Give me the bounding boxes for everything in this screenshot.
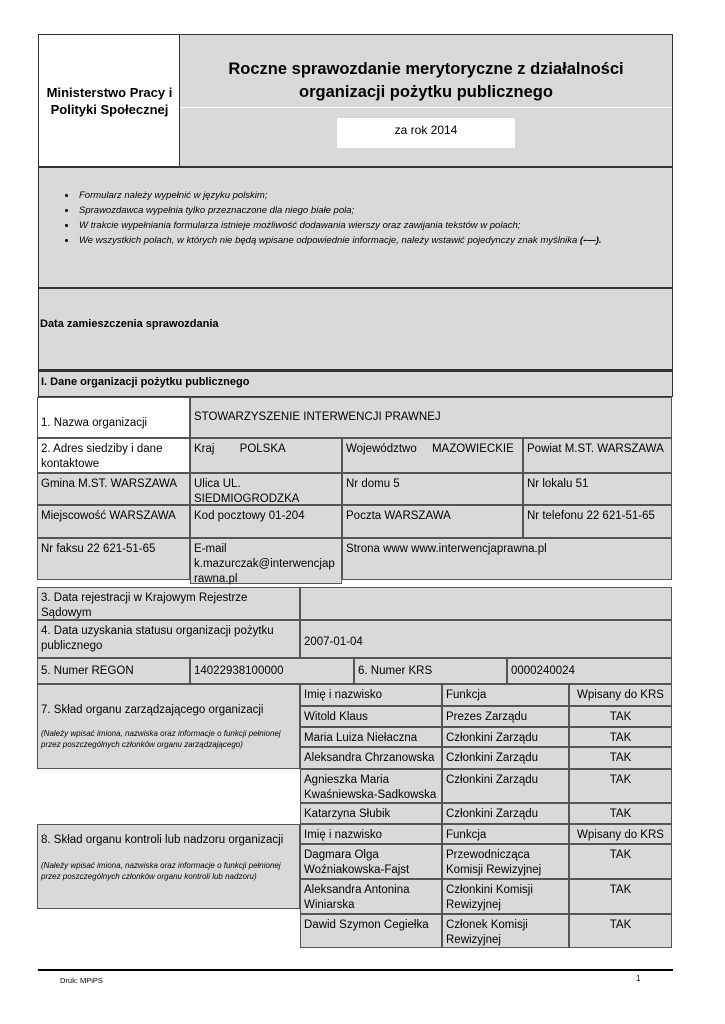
supervisory-member-function[interactable]: Członkini Komisji Rewizyjnej — [442, 879, 569, 914]
krs-label: 6. Numer KRS — [354, 658, 507, 684]
supervisory-member-name[interactable]: Dawid Szymon Cegiełka — [300, 914, 442, 948]
supervisory-member-name[interactable]: Aleksandra Antonina Winiarska — [300, 879, 442, 914]
instruction-item: • Sprawozdawca wypełnia tylko przeznaczone dla niego białe pola; — [77, 203, 672, 218]
phone-field[interactable]: Nr telefonu 22 621-51-65 — [523, 505, 672, 538]
krs-value[interactable]: 0000240024 — [507, 658, 672, 684]
date-placed-label: Data zamieszczenia sprawozdania — [40, 318, 219, 330]
supervisory-member-name[interactable]: Dagmara Olga Woźniakowska-Fajst — [300, 844, 442, 879]
board-member-name[interactable]: Maria Luiza Niełaczna — [300, 727, 442, 747]
opp-date-label: 4. Data uzyskania statusu organizacji pożytku publicznego — [37, 620, 300, 658]
postal-code-field[interactable]: Kod pocztowy 01-204 — [190, 505, 342, 538]
voivodeship-label: Województwo — [346, 443, 417, 455]
board-member-name[interactable]: Katarzyna Słubik — [300, 803, 442, 824]
post-office-field[interactable]: Poczta WARSZAWA — [342, 505, 523, 538]
krs-date-label: 3. Data rejestracji w Krajowym Rejestrze Sądowym — [37, 587, 300, 620]
ministry-name: Ministerstwo Pracy i Polityki Społecznej — [46, 85, 173, 117]
section-title: I. Dane organizacji pożytku publicznego — [38, 370, 673, 397]
supervisory-member-krs[interactable]: TAK — [569, 844, 672, 879]
board-member-krs[interactable]: TAK — [569, 769, 672, 803]
instruction-dash: (-—). — [579, 235, 602, 246]
voivodeship-value: MAZOWIECKIE — [431, 443, 514, 455]
city-field[interactable]: Miejscowość WARSZAWA — [37, 505, 190, 538]
board-label-cell — [37, 684, 300, 769]
year-box[interactable]: za rok 2014 — [337, 118, 515, 148]
address-label: 2. Adres siedziby i dane kontaktowe — [37, 438, 190, 473]
country-label: Kraj — [194, 443, 215, 455]
country-value: POLSKA — [239, 443, 286, 455]
instruction-item — [77, 233, 672, 248]
form-title-line1: Roczne sprawozdanie merytoryczne z działalności — [228, 60, 624, 78]
instruction-item: • W trakcie wypełniania formularza istnieje możliwość dodawania wierszy oraz zawijania tekstów w polach; — [77, 218, 672, 233]
voivodeship-field[interactable] — [342, 438, 523, 473]
supervisory-member-function[interactable]: Przewodnicząca Komisji Rewizyjnej — [442, 844, 569, 879]
org-name-value[interactable]: STOWARZYSZENIE INTERWENCJI PRAWNEJ — [190, 397, 672, 438]
district-field[interactable]: Powiat M.ST. WARSZAWA — [523, 438, 672, 473]
board-note: (Należy wpisać imiona, nazwiska oraz informacje o funkcji pełnionej przez poszczególnych członków organu zarządzającego) — [41, 729, 281, 749]
title-white-band — [180, 107, 672, 108]
street-field[interactable]: Ulica UL. SIEDMIOGRODZKA — [190, 473, 342, 505]
krs-date-value[interactable] — [300, 587, 672, 620]
board-member-function[interactable]: Członkini Zarządu — [442, 803, 569, 824]
board-member-name[interactable]: Agnieszka Maria Kwaśniewska-Sadkowska — [300, 769, 442, 803]
board-member-krs[interactable]: TAK — [569, 727, 672, 747]
supervisory-label: 8. Skład organu kontroli lub nadzoru organizacji — [41, 834, 284, 846]
instructions-box — [38, 167, 673, 288]
board-member-function[interactable]: Członkini Zarządu — [442, 747, 569, 769]
board-member-function[interactable]: Członkini Zarządu — [442, 727, 569, 747]
supervisory-member-function[interactable]: Członek Komisji Rewizyjnej — [442, 914, 569, 948]
country-field[interactable] — [190, 438, 342, 473]
supervisory-note: (Należy wpisać imiona, nazwiska oraz informacje o funkcji pełnionej przez poszczególnych członków organu kontroli lub nadzoru) — [41, 861, 281, 881]
footer-print: Druk: MPiPS — [60, 976, 103, 985]
board-member-krs[interactable]: TAK — [569, 747, 672, 769]
board-member-krs[interactable]: TAK — [569, 706, 672, 727]
board-label: 7. Skład organu zarządzającego organizacji — [41, 704, 264, 716]
org-name-label: 1. Nazwa organizacji — [37, 397, 190, 438]
email-label: E-mail — [194, 543, 227, 555]
regon-label: 5. Numer REGON — [37, 658, 190, 684]
board-member-name[interactable]: Witold Klaus — [300, 706, 442, 727]
house-number-field[interactable]: Nr domu 5 — [342, 473, 523, 505]
email-field[interactable] — [190, 538, 342, 584]
supervisory-header-krs: Wpisany do KRS — [569, 824, 672, 844]
apartment-number-field[interactable]: Nr lokalu 51 — [523, 473, 672, 505]
form-title-line2: organizacji pożytku publicznego — [299, 83, 553, 101]
supervisory-member-krs[interactable]: TAK — [569, 879, 672, 914]
board-header-name: Imię i nazwisko — [300, 684, 442, 706]
footer-rule — [38, 969, 673, 971]
website-field[interactable]: Strona www www.interwencjaprawna.pl — [342, 538, 672, 580]
page-number: 1 — [636, 974, 641, 983]
board-member-function[interactable]: Członkini Zarządu — [442, 769, 569, 803]
supervisory-member-krs[interactable]: TAK — [569, 914, 672, 948]
board-member-function[interactable]: Prezes Zarządu — [442, 706, 569, 727]
instruction-text: We wszystkich polach, w których nie będą wpisane odpowiednie informacje, należy wstawić pojedynczy znak myślnika — [79, 235, 578, 246]
opp-date-value[interactable]: 2007-01-04 — [300, 620, 672, 658]
instruction-item: • Formularz należy wypełnić w języku polskim; — [77, 188, 672, 203]
board-header-function: Funkcja — [442, 684, 569, 706]
board-member-krs[interactable]: TAK — [569, 803, 672, 824]
fax-field[interactable]: Nr faksu 22 621-51-65 — [37, 538, 190, 580]
regon-value[interactable]: 14022938100000 — [190, 658, 354, 684]
supervisory-label-cell — [37, 824, 300, 909]
commune-field[interactable]: Gmina M.ST. WARSZAWA — [37, 473, 190, 505]
supervisory-header-name: Imię i nazwisko — [300, 824, 442, 844]
board-header-krs: Wpisany do KRS — [569, 684, 672, 706]
email-value: k.mazurczak@interwencjaprawna.pl — [194, 558, 335, 585]
board-member-name[interactable]: Aleksandra Chrzanowska — [300, 747, 442, 769]
supervisory-header-function: Funkcja — [442, 824, 569, 844]
